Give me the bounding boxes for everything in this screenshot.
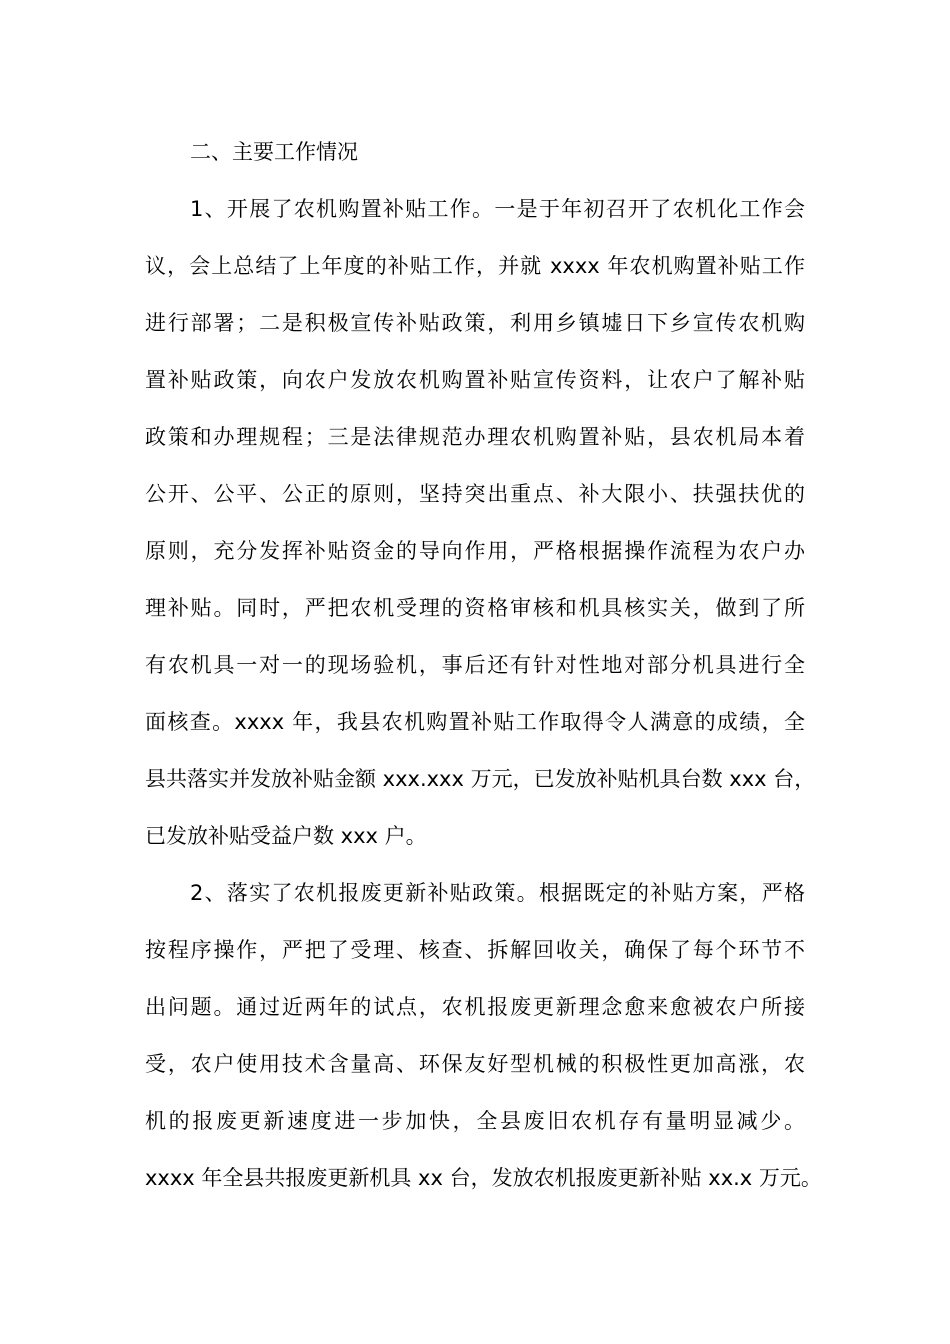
- section-heading: 二、主要工作情况: [190, 140, 358, 164]
- paragraph-1-line-11: 县共落实并发放补贴金额 xxx.xxx 万元，已发放补贴机具台数 xxx 台，: [145, 767, 816, 791]
- paragraph-2-line-2: 按程序操作，严把了受理、核查、拆解回收关，确保了每个环节不: [145, 938, 805, 962]
- paragraph-1-line-2: 议，会上总结了上年度的补贴工作，并就 xxxx 年农机购置补贴工作: [145, 254, 805, 278]
- paragraph-1-line-12: 已发放补贴受益户数 xxx 户。: [145, 824, 427, 848]
- paragraph-2-line-6: xxxx 年全县共报废更新机具 xx 台，发放农机报废更新补贴 xx.x 万元。: [145, 1166, 822, 1190]
- paragraph-1-line-5: 政策和办理规程；三是法律规范办理农机购置补贴，县农机局本着: [145, 425, 805, 449]
- paragraph-2-line-1: 2、落实了农机报废更新补贴政策。根据既定的补贴方案，严格: [190, 881, 805, 905]
- paragraph-1-line-8: 理补贴。同时，严把农机受理的资格审核和机具核实关，做到了所: [145, 596, 805, 620]
- paragraph-1-line-9: 有农机具一对一的现场验机，事后还有针对性地对部分机具进行全: [145, 653, 805, 677]
- paragraph-1-line-4: 置补贴政策，向农户发放农机购置补贴宣传资料，让农户了解补贴: [145, 368, 805, 392]
- paragraph-2-line-5: 机的报废更新速度进一步加快，全县废旧农机存有量明显减少。: [145, 1109, 805, 1133]
- paragraph-1-line-1: 1、开展了农机购置补贴工作。一是于年初召开了农机化工作会: [190, 197, 805, 221]
- paragraph-1-line-3: 进行部署；二是积极宣传补贴政策，利用乡镇墟日下乡宣传农机购: [145, 311, 805, 335]
- paragraph-2-line-4: 受，农户使用技术含量高、环保友好型机械的积极性更加高涨，农: [145, 1052, 805, 1076]
- paragraph-1-line-6: 公开、公平、公正的原则，坚持突出重点、补大限小、扶强扶优的: [145, 482, 805, 506]
- paragraph-1-line-10: 面核查。xxxx 年，我县农机购置补贴工作取得令人满意的成绩，全: [145, 710, 805, 734]
- paragraph-2-line-3: 出问题。通过近两年的试点，农机报废更新理念愈来愈被农户所接: [145, 995, 805, 1019]
- paragraph-1-line-7: 原则，充分发挥补贴资金的导向作用，严格根据操作流程为农户办: [145, 539, 805, 563]
